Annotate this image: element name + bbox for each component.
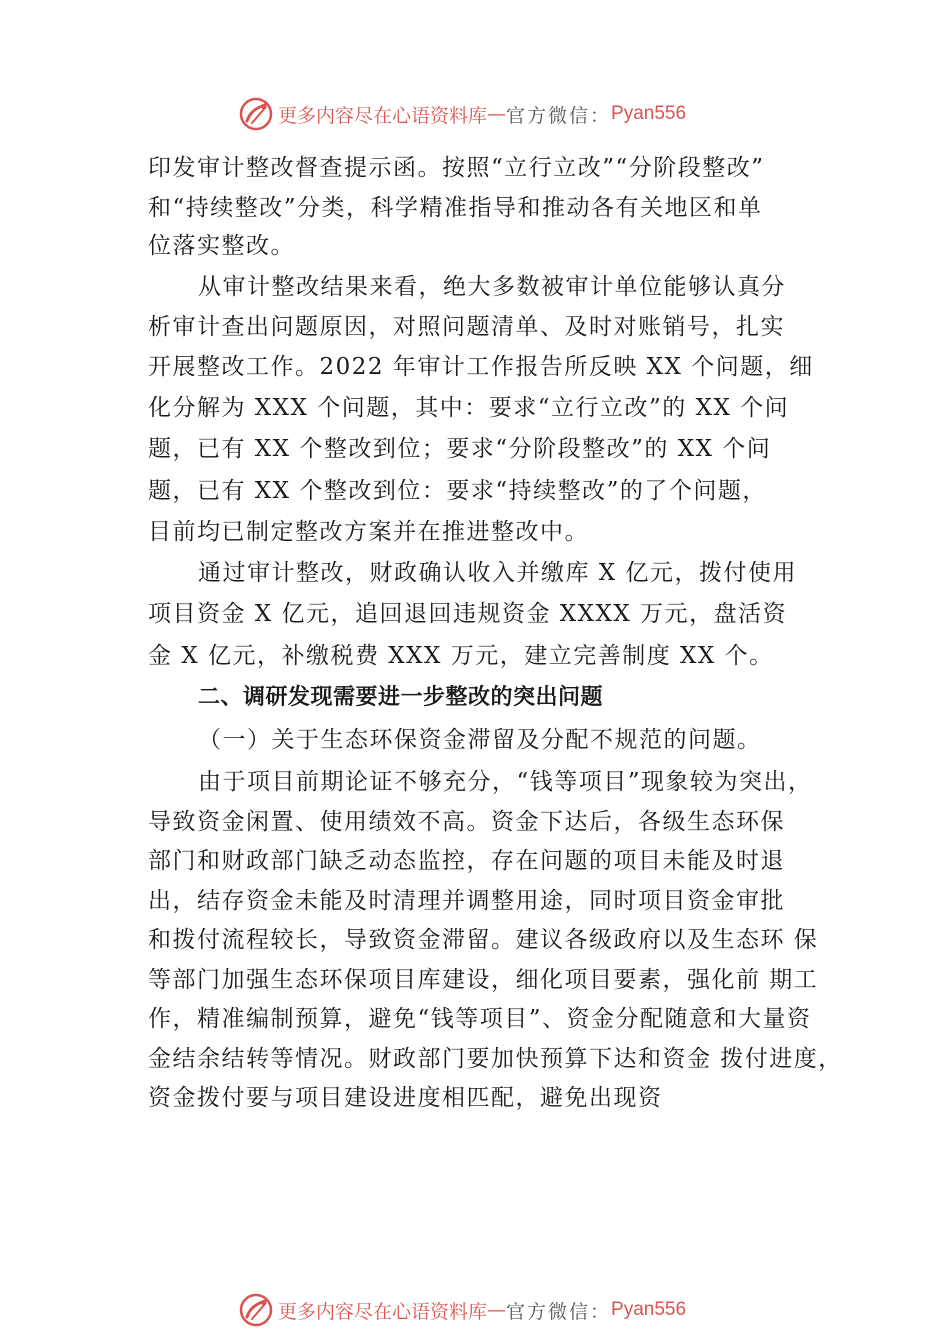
text-line: 开展整改工作。2022 年审计工作报告所反映 XX 个问题，细 bbox=[148, 354, 814, 380]
banner-brand-text: 更多内容尽在心语资料库 bbox=[278, 104, 488, 127]
banner-wechat-label: 官方微信： bbox=[506, 104, 612, 127]
text-line: 金结余结转等情况。财政部门要加快预算下达和资金 拨付进度， bbox=[148, 1046, 843, 1072]
text-line: 位落实整改。 bbox=[148, 233, 295, 259]
text-line: 印发审计整改督查提示函。按照“立行立改”“分阶段整改” bbox=[148, 155, 765, 181]
text-line: 题，已有 XX 个整改到位：要求“持续整改”的了个问题， bbox=[148, 478, 767, 504]
banner-dash: — bbox=[487, 1299, 507, 1321]
brand-logo-icon bbox=[238, 1292, 274, 1328]
text-line: 金 X 亿元，补缴税费 XXX 万元，建立完善制度 XX 个。 bbox=[148, 643, 774, 669]
text-line: 项目资金 X 亿元，追回退回违规资金 XXXX 万元，盘活资 bbox=[148, 601, 788, 627]
paragraph-first-line: 通过审计整改，财政确认收入并缴库 X 亿元，拨付使用 bbox=[198, 560, 797, 586]
banner-wechat-label: 官方微信： bbox=[506, 1300, 612, 1323]
paragraph-first-line: 由于项目前期论证不够充分，“钱等项目”现象较为突出， bbox=[198, 769, 813, 795]
subsection-heading: （一）关于生态环保资金滞留及分配不规范的问题。 bbox=[198, 727, 762, 753]
text-line: 目前均已制定整改方案并在推进整改中。 bbox=[148, 519, 589, 545]
section-heading: 二、调研发现需要进一步整改的突出问题 bbox=[198, 685, 604, 710]
text-line: 出，结存资金未能及时清理并调整用途，同时项目资金审批 bbox=[148, 888, 785, 914]
footer-banner bbox=[238, 1290, 686, 1330]
text-line: 化分解为 XXX 个问题，其中：要求“立行立改”的 XX 个问 bbox=[148, 395, 790, 421]
banner-dash: — bbox=[487, 103, 507, 125]
banner-wechat-id: Pyan556 bbox=[611, 103, 687, 124]
text-line: 析审计查出问题原因，对照问题清单、及时对账销号，扎实 bbox=[148, 314, 785, 340]
banner-brand-text: 更多内容尽在心语资料库 bbox=[278, 1300, 488, 1323]
header-banner bbox=[238, 94, 686, 134]
banner-wechat-id: Pyan556 bbox=[611, 1299, 687, 1320]
paragraph-first-line: 从审计整改结果来看，绝大多数被审计单位能够认真分 bbox=[198, 274, 786, 300]
text-line: 和拨付流程较长，导致资金滞留。建议各级政府以及生态环 保 bbox=[148, 927, 819, 953]
text-line: 导致资金闲置、使用绩效不高。资金下达后，各级生态环保 bbox=[148, 809, 785, 835]
text-line: 部门和财政部门缺乏动态监控，存在问题的项目未能及时退 bbox=[148, 848, 785, 874]
brand-logo-icon bbox=[238, 96, 274, 132]
text-line: 题，已有 XX 个整改到位；要求“分阶段整改”的 XX 个问 bbox=[148, 436, 772, 462]
text-line: 资金拨付要与项目建设进度相匹配，避免出现资 bbox=[148, 1085, 663, 1111]
text-line: 作，精准编制预算，避免“钱等项目”、资金分配随意和大量资 bbox=[148, 1006, 812, 1032]
text-line: 和“持续整改”分类，科学精准指导和推动各有关地区和单 bbox=[148, 195, 763, 221]
text-line: 等部门加强生态环保项目库建设，细化项目要素，强化前 期工 bbox=[148, 967, 819, 993]
